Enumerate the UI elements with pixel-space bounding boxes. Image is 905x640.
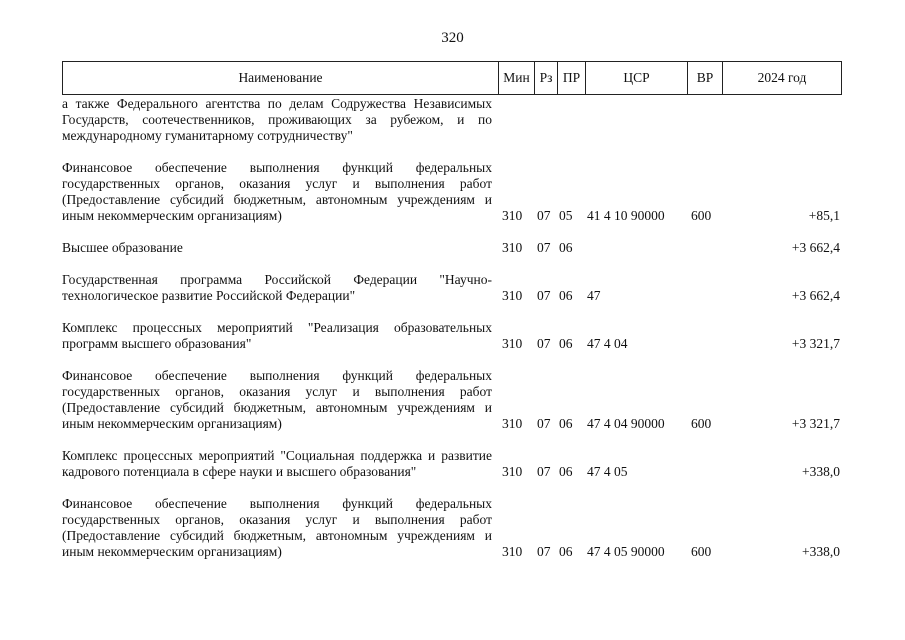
table-row	[62, 160, 842, 224]
row-csr: 41 4 10 90000	[587, 208, 665, 223]
row-csr: 47	[587, 288, 601, 303]
row-vr: 600	[691, 416, 712, 431]
table-row	[62, 240, 842, 256]
row-amount: +3 321,7	[791, 336, 840, 351]
row-rz: 07	[537, 416, 551, 431]
header-year: 2024 год	[757, 70, 807, 85]
row-vr: 600	[691, 208, 712, 223]
table-header	[62, 61, 842, 95]
row-amount: +338,0	[802, 464, 840, 479]
row-pr: 06	[559, 240, 573, 255]
header-name: Наименование	[63, 62, 499, 94]
row-name: Финансовое обеспечение выполнения функций федеральных государственных органов, оказания услуг и выполнения работ (Предоставление субсидий бюджетным, автономным учреждениям и иным некоммерческим организациям)	[62, 160, 492, 223]
row-name: Финансовое обеспечение выполнения функций федеральных государственных органов, оказания услуг и выполнения работ (Предоставление субсидий бюджетным, автономным учреждениям и иным некоммерческим организациям)	[62, 368, 492, 431]
row-rz: 07	[537, 544, 551, 559]
row-rz: 07	[537, 208, 551, 223]
row-pr: 06	[559, 464, 573, 479]
table-row	[62, 272, 842, 304]
row-amount: +338,0	[802, 544, 840, 559]
row-pr: 05	[559, 208, 573, 223]
row-min: 310	[502, 208, 523, 223]
row-pr: 06	[559, 544, 573, 559]
row-amount: +3 662,4	[791, 240, 840, 255]
row-min: 310	[502, 464, 523, 479]
row-csr: 47 4 04	[587, 336, 628, 351]
row-rz: 07	[537, 464, 551, 479]
row-min: 310	[502, 416, 523, 431]
page-number: 320	[441, 30, 464, 46]
row-csr: 47 4 05	[587, 464, 628, 479]
table-row	[62, 448, 842, 480]
row-min: 310	[502, 240, 523, 255]
table-row	[62, 96, 842, 144]
row-name: Финансовое обеспечение выполнения функций федеральных государственных органов, оказания услуг и выполнения работ (Предоставление субсидий бюджетным, автономным учреждениям и иным некоммерческим организациям)	[62, 496, 492, 559]
table-body	[62, 96, 842, 576]
row-rz: 07	[537, 336, 551, 351]
row-name: Государственная программа Российской Федерации "Научно-технологическое развитие Российской Федерации"	[62, 272, 492, 303]
header-csr: ЦСР	[586, 62, 688, 94]
row-pr: 06	[559, 416, 573, 431]
header-min: Мин	[499, 62, 535, 94]
row-amount: +85,1	[808, 208, 840, 223]
row-csr: 47 4 04 90000	[587, 416, 665, 431]
row-amount: +3 662,4	[791, 288, 840, 303]
header-rz: Рз	[535, 62, 558, 94]
row-name: Высшее образование	[62, 240, 183, 255]
row-pr: 06	[559, 336, 573, 351]
row-vr: 600	[691, 544, 712, 559]
header-vr: ВР	[688, 62, 723, 94]
row-csr: 47 4 05 90000	[587, 544, 665, 559]
header-pr: ПР	[558, 62, 586, 94]
table-row	[62, 496, 842, 560]
row-name: Комплекс процессных мероприятий "Реализация образовательных программ высшего образования"	[62, 320, 492, 351]
row-min: 310	[502, 336, 523, 351]
row-min: 310	[502, 544, 523, 559]
row-name: Комплекс процессных мероприятий "Социальная поддержка и развитие кадрового потенциала в сфере науки и высшего образования"	[62, 448, 492, 479]
row-amount: +3 321,7	[791, 416, 840, 431]
row-rz: 07	[537, 288, 551, 303]
table-row	[62, 368, 842, 432]
row-pr: 06	[559, 288, 573, 303]
row-name: а также Федерального агентства по делам Содружества Независимых Государств, соотечественников, проживающих за рубежом, и по международному гуманитарному сотрудничеству"	[62, 96, 492, 143]
row-min: 310	[502, 288, 523, 303]
table-row	[62, 320, 842, 352]
row-rz: 07	[537, 240, 551, 255]
